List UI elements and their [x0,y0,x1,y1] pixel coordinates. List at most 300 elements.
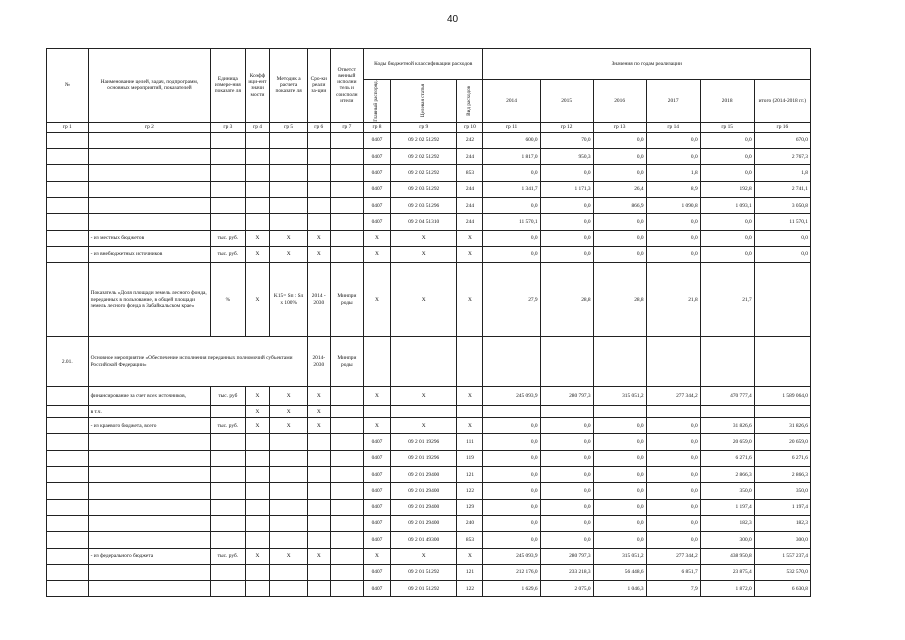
page-number: 40 [446,14,459,25]
value-cell: 1 817,0 [483,149,540,165]
value-cell: 182,3 [754,515,810,531]
column-numbers-row [47,122,811,132]
value-cell: 0,0 [483,483,540,499]
value-cell: 56 448,6 [593,564,646,580]
value-cell: 0,0 [483,434,540,450]
budget-code-row [47,132,811,148]
header-responsible: Ответст венный исполни тель и соисполн ители [330,49,363,123]
column-number-cell: гр 14 [646,122,700,132]
value-cell: 2 866,3 [700,467,754,483]
kbk-article-cell: 09 2 01 29400 [390,483,457,499]
kbk-grbs-cell: 0407 [363,467,390,483]
empty-cell [330,499,363,515]
value-cell: 6 851,7 [646,564,700,580]
column-number-cell: гр 15 [700,122,754,132]
value-cell: 182,3 [700,515,754,531]
empty-cell [245,197,270,213]
row-label: - из краевого бюджета, всего [88,418,211,434]
value-cell: 0,0 [483,467,540,483]
value-cell: 438 950,8 [700,548,754,564]
value-cell: 31 826,6 [754,418,810,434]
value-cell: 0,0 [593,467,646,483]
header-year-2015: 2015 [540,80,593,123]
column-number-cell: гр 7 [330,122,363,132]
empty-cell [88,499,211,515]
empty-cell [307,467,330,483]
value-cell: 0,0 [700,132,754,148]
empty-cell [483,406,540,418]
empty-cell [593,337,646,387]
kbk-article-cell: 09 2 01 29400 [390,515,457,531]
budget-code-row [47,214,811,230]
column-number-cell: гр 3 [211,122,245,132]
empty-cell [646,406,700,418]
value-cell: 0,0 [540,467,593,483]
value-cell: 8,9 [646,181,700,197]
kbk-grbs-cell: 0407 [363,181,390,197]
empty-cell [307,149,330,165]
empty-cell [88,214,211,230]
header-unit: Единица измере-ния показате ля [211,49,245,123]
empty-cell [307,499,330,515]
empty-cell [457,406,483,418]
empty-cell [330,450,363,466]
value-cell: 0,0 [483,246,540,262]
empty-cell [245,483,270,499]
empty-cell [307,165,330,181]
empty-cell [245,515,270,531]
column-number-cell: гр 2 [88,122,211,132]
x-cell: X [390,246,457,262]
x-cell: X [363,548,390,564]
empty-cell [47,263,89,337]
value-cell: 233 218,3 [540,564,593,580]
empty-cell [330,181,363,197]
empty-cell [307,564,330,580]
empty-cell [211,467,245,483]
kbk-article-cell: 09 2 02 51292 [390,165,457,181]
value-cell: 0,0 [540,418,593,434]
empty-cell [330,564,363,580]
x-cell: X [307,387,330,406]
value-cell: 0,0 [483,197,540,213]
value-cell: 315 051,2 [593,548,646,564]
empty-cell [88,165,211,181]
kbk-article-cell: 09 2 01 29400 [390,499,457,515]
header-kbk-type [457,80,483,123]
header-name: Наименование целей, задач, подпрограмм, основных мероприятий, показателей [88,49,211,123]
empty-cell [270,499,307,515]
value-cell: 277 344,2 [646,548,700,564]
column-number-cell: гр 12 [540,122,593,132]
kbk-type-cell: 244 [457,214,483,230]
row-label: - из внебюджетных источников [88,246,211,262]
column-number-cell: гр 6 [307,122,330,132]
header-kbk-article [390,80,457,123]
value-cell: 31 826,6 [700,418,754,434]
empty-cell [307,450,330,466]
kbk-type-cell: 244 [457,197,483,213]
kbk-type-cell: 240 [457,515,483,531]
header-kbk-grbs [363,80,390,123]
unit-cell: % [211,263,245,337]
value-cell: 245 093,9 [483,387,540,406]
value-cell: 21,7 [700,263,754,337]
value-cell: 350,0 [700,483,754,499]
empty-cell [47,434,89,450]
x-cell: X [307,246,330,262]
kbk-grbs-cell: 0407 [363,149,390,165]
header-kbk-grbs-text: Главный распоряд. [372,80,379,122]
value-cell: 6 271,6 [754,450,810,466]
column-number-cell: гр 4 [245,122,270,132]
empty-cell [330,387,363,406]
kbk-article-cell: 09 2 01 29400 [390,467,457,483]
value-cell: 0,0 [540,246,593,262]
value-cell: 28,8 [593,263,646,337]
kbk-type-cell: 122 [457,483,483,499]
empty-cell [47,499,89,515]
empty-cell [211,406,245,418]
x-cell: X [457,230,483,246]
kbk-grbs-cell: 0407 [363,450,390,466]
value-cell: 0,0 [700,246,754,262]
x-cell: X [390,387,457,406]
kbk-type-cell: 853 [457,165,483,181]
value-cell: 0,0 [483,450,540,466]
empty-cell [307,483,330,499]
empty-cell [270,564,307,580]
value-cell: 0,0 [700,230,754,246]
empty-cell [211,581,245,597]
x-cell: X [363,246,390,262]
column-number-cell: гр 10 [457,122,483,132]
value-cell: 0,0 [646,515,700,531]
federal-budget-row [47,548,811,564]
value-cell: 1 090,8 [646,197,700,213]
value-cell: 0,0 [593,499,646,515]
kbk-article-cell: 09 2 01 19296 [390,434,457,450]
column-number-cell: гр 5 [270,122,307,132]
empty-cell [363,406,390,418]
value-cell: 6 271,6 [700,450,754,466]
value-cell: 245 093,9 [483,548,540,564]
indicator-label: Показатель «Доля площади земель лесного фонда, переданных в пользование, в общей площади земель лесного фонда в Забайкальском крае» [88,263,211,337]
value-cell: 6 630,8 [754,581,810,597]
empty-cell [88,515,211,531]
x-cell: X [307,418,330,434]
kbk-article-cell: 09 2 01 51292 [390,564,457,580]
empty-cell [483,337,540,387]
value-cell: 300,0 [700,532,754,548]
empty-cell [47,214,89,230]
empty-cell [390,406,457,418]
kbk-grbs-cell: 0407 [363,515,390,531]
value-cell: 0,0 [754,246,810,262]
budget-code-row [47,165,811,181]
value-cell: 20 659,0 [700,434,754,450]
header-method: Методик а расчета показате ля [270,49,307,123]
empty-cell [47,181,89,197]
empty-cell [47,246,89,262]
header-terms: Сро-ки реали за-ции [307,49,330,123]
empty-cell [330,467,363,483]
value-cell: 0,0 [646,499,700,515]
empty-cell [47,581,89,597]
budget-code-row [47,450,811,466]
empty-cell [245,132,270,148]
budget-code-row [47,499,811,515]
x-cell: X [307,406,330,418]
kbk-article-cell: 09 2 03 51296 [390,197,457,213]
value-cell: 0,0 [646,483,700,499]
column-number-cell: гр 11 [483,122,540,132]
empty-cell [211,181,245,197]
value-cell: 0,0 [593,214,646,230]
unit-cell: тыс. руб. [211,418,245,434]
value-cell: 0,0 [540,450,593,466]
empty-cell [211,483,245,499]
empty-cell [307,181,330,197]
value-cell: 0,0 [483,532,540,548]
value-cell: 212 176,0 [483,564,540,580]
empty-cell [88,483,211,499]
empty-cell [330,165,363,181]
kbk-article-cell: 09 2 03 51292 [390,181,457,197]
empty-cell [47,418,89,434]
x-cell: X [390,418,457,434]
column-number-cell: гр 8 [363,122,390,132]
x-cell: X [270,387,307,406]
x-cell: X [457,548,483,564]
empty-cell [47,230,89,246]
budget-code-row [47,197,811,213]
value-cell: 0,0 [593,434,646,450]
x-cell: X [245,548,270,564]
empty-cell [88,450,211,466]
empty-cell [330,406,363,418]
offbudget-row [47,246,811,262]
empty-cell [363,337,390,387]
kbk-type-cell: 244 [457,181,483,197]
including-row [47,406,811,418]
empty-cell [270,532,307,548]
header-kbk-type-text: Вид расходов [465,85,472,116]
value-cell: 866,9 [593,197,646,213]
kbk-type-cell: 244 [457,149,483,165]
x-cell: X [270,418,307,434]
value-cell: 7,9 [646,581,700,597]
empty-cell [330,132,363,148]
empty-cell [270,434,307,450]
empty-cell [330,214,363,230]
value-cell: 0,0 [754,230,810,246]
x-cell: X [245,418,270,434]
value-cell: 0,0 [646,434,700,450]
empty-cell [330,434,363,450]
value-cell: 0,0 [483,499,540,515]
value-cell: 27,9 [483,263,540,337]
empty-cell [330,548,363,564]
value-cell: 2 866,3 [754,467,810,483]
kbk-type-cell: 121 [457,467,483,483]
empty-cell [245,181,270,197]
x-cell: X [245,246,270,262]
value-cell: 23 875,4 [700,564,754,580]
value-cell: 0,0 [700,214,754,230]
empty-cell [88,532,211,548]
x-cell: X [363,418,390,434]
header-kbk-article-text: Целевая статья [419,84,426,118]
budget-code-row [47,564,811,580]
empty-cell [211,149,245,165]
empty-cell [47,532,89,548]
empty-cell [540,337,593,387]
empty-cell [47,515,89,531]
value-cell: 0,0 [700,149,754,165]
empty-cell [47,406,89,418]
column-number-cell: гр 1 [47,122,89,132]
empty-cell [47,450,89,466]
row-label: - из местных бюджетов [88,230,211,246]
x-cell: X [245,406,270,418]
unit-cell: тыс. руб. [211,230,245,246]
empty-cell [307,434,330,450]
value-cell: 1 197,4 [700,499,754,515]
empty-cell [330,483,363,499]
value-cell: 0,0 [593,149,646,165]
financing-row [47,387,811,406]
empty-cell [245,581,270,597]
unit-cell: тыс. руб. [211,548,245,564]
value-cell: 0,0 [540,483,593,499]
kbk-grbs-cell: 0407 [363,532,390,548]
empty-cell [47,387,89,406]
value-cell: 0,0 [593,515,646,531]
empty-cell [593,406,646,418]
x-cell: X [363,263,390,337]
empty-cell [754,337,810,387]
empty-cell [47,564,89,580]
empty-cell [245,564,270,580]
unit-cell: тыс. руб [211,387,245,406]
empty-cell [88,434,211,450]
regional-budget-row [47,418,811,434]
kbk-type-cell: 119 [457,450,483,466]
measure-number: 2.01. [47,337,89,387]
unit-cell: тыс. руб. [211,246,245,262]
x-cell: X [245,230,270,246]
header-kbk: Коды бюджетной классификации расходов [363,49,483,80]
empty-cell [245,450,270,466]
empty-cell [270,214,307,230]
x-cell: X [390,263,457,337]
empty-cell [245,467,270,483]
row-label: - из федерального бюджета [88,548,211,564]
kbk-article-cell: 09 2 04 51310 [390,214,457,230]
value-cell: 1,8 [646,165,700,181]
value-cell: 0,0 [593,532,646,548]
value-cell: 0,0 [593,483,646,499]
value-cell: 670,0 [754,132,810,148]
value-cell: 0,0 [646,532,700,548]
empty-cell [307,581,330,597]
header-values: Значения по годам реализации [483,49,811,80]
terms-cell: 2014 - 2030 [307,263,330,337]
empty-cell [88,467,211,483]
empty-cell [47,149,89,165]
empty-cell [270,581,307,597]
empty-cell [245,214,270,230]
header-year-2014: 2014 [483,80,540,123]
empty-cell [211,564,245,580]
empty-cell [211,197,245,213]
column-number-cell: гр 16 [754,122,810,132]
budget-code-row [47,483,811,499]
row-label: финансирование за счет всех источников, [88,387,211,406]
empty-cell [47,467,89,483]
measure-label: Основное мероприятие «Обеспечение исполнения переданных полномочий субъектами Российской Федерации» [88,337,307,387]
empty-cell [754,263,810,337]
value-cell: 0,0 [540,197,593,213]
value-cell: 0,0 [646,450,700,466]
empty-cell [646,337,700,387]
kbk-grbs-cell: 0407 [363,165,390,181]
empty-cell [245,149,270,165]
empty-cell [270,165,307,181]
empty-cell [330,246,363,262]
x-cell: X [307,548,330,564]
kbk-type-cell: 242 [457,132,483,148]
empty-cell [245,434,270,450]
empty-cell [211,214,245,230]
empty-cell [245,532,270,548]
value-cell: 1 197,4 [754,499,810,515]
kbk-grbs-cell: 0407 [363,564,390,580]
empty-cell [270,181,307,197]
x-cell: X [270,406,307,418]
header-year-2017: 2017 [646,80,700,123]
value-cell: 0,0 [593,450,646,466]
value-cell: 0,0 [646,246,700,262]
value-cell: 28,8 [540,263,593,337]
empty-cell [700,337,754,387]
x-cell: X [270,230,307,246]
value-cell: 0,0 [540,165,593,181]
value-cell: 21,8 [646,263,700,337]
empty-cell [700,406,754,418]
empty-cell [307,515,330,531]
value-cell: 1 629,6 [483,581,540,597]
column-number-cell: гр 13 [593,122,646,132]
kbk-article-cell: 09 2 01 51292 [390,581,457,597]
empty-cell [211,132,245,148]
value-cell: 1 589 064,0 [754,387,810,406]
value-cell: 0,0 [593,132,646,148]
value-cell: 0,0 [646,418,700,434]
empty-cell [211,450,245,466]
value-cell: 0,0 [540,434,593,450]
value-cell: 11 570,1 [483,214,540,230]
column-number-cell: гр 9 [390,122,457,132]
value-cell: 0,0 [540,532,593,548]
kbk-article-cell: 09 2 02 51292 [390,149,457,165]
x-cell: X [457,418,483,434]
value-cell: 0,0 [646,467,700,483]
value-cell: 0,0 [593,165,646,181]
kbk-type-cell: 129 [457,499,483,515]
value-cell: 1 046,3 [593,581,646,597]
